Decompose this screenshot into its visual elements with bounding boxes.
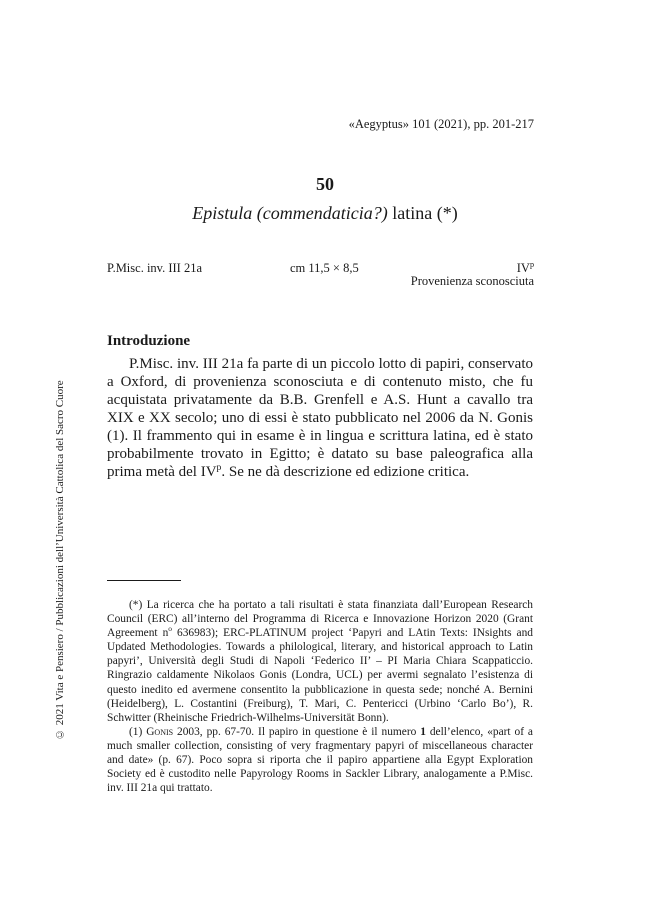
provenance: Provenienza sconosciuta: [410, 274, 534, 288]
copyright-notice: © 2021 Vita e Pensiero / Pubblicazioni dell’Università Cattolica del Sacro Cuore: [54, 380, 66, 740]
footnote-1: [107, 725, 533, 795]
footnote-1-text-b: dell’elenco, «part of a much smaller collection, consisting of very fragmentary papyri of miscellaneous character and date» (p. 67). Poco sopra si riporta che il papiro appartiene alla Egypt Exploration Society ed è custodito nelle Papyrology Rooms in Sackler Library, analogamente a P.Misc. inv. III 21a qui trattato.: [107, 725, 533, 795]
footnote-divider: [107, 580, 181, 581]
footnotes: [107, 598, 533, 795]
footnote-1-bold-number: 1: [420, 725, 426, 738]
title-italic: Epistula (commendaticia?): [192, 203, 388, 223]
article-number: 50: [316, 174, 334, 194]
intro-text-main: P.Misc. inv. III 21a fa parte di un piccolo lotto di papiri, conservato a Oxford, di provenienza sconosciuta e di contenuto misto, che fu acquistata privatamente da B.B. Grenfell e A.S. Hunt a cavallo tra XIX e XX secolo; uno di essi è stato pubblicato nel 2006 da N. Gonis (1). Il frammento qui in esame è in lingua e scrittura latina, ed è stato probabilmente trovato in Egitto; è datato su base paleografica alla prima metà del IV: [107, 356, 533, 480]
footnote-star-sup: o: [168, 624, 172, 634]
journal-reference: «Aegyptus» 101 (2021), pp. 201-217: [348, 117, 534, 131]
section-heading-introduction: Introduzione: [107, 333, 191, 349]
inventory-number: P.Misc. inv. III 21a: [107, 261, 203, 275]
intro-text-end: . Se ne dà descrizione ed edizione critica.: [221, 464, 470, 480]
footnote-star: [107, 598, 533, 725]
article-title: [0, 203, 650, 224]
intro-text-sup: p: [216, 462, 222, 473]
introduction-body: [107, 355, 533, 481]
title-rest: latina (*): [387, 203, 458, 223]
footnote-1-text-a: 2003, pp. 67-70. Il papiro in questione è il numero: [173, 725, 421, 738]
footnote-1-author: Gonis: [146, 725, 174, 738]
introduction-paragraph: [107, 355, 533, 481]
papyrus-dimensions: cm 11,5 × 8,5: [290, 261, 359, 275]
footnote-star-text-b: 636983); ERC-PLATINUM project ‘Papyri and LAtin Texts: INsights and Updated Methodologies. Towards a philological, literary, and historical approach to Latin papyri’, Università degli Studi di Napoli ‘Federico II’ – PI Maria Chiara Scappaticcio. Ringrazio caldamente Nikolaos Gonis (Londra, UCL) per avermi segnalato l’esistenza di questo inedito ed avermene consentito la pubblicazione in questa sede; nonché A. Bernini (Heidelberg), L. Costantini (Freiburg), T. Mari, C. Pentericci (Urbino ‘Carlo Bo’), R. Schwitter (Rheinische Friedrich-Wilhelms-Universität Bonn).: [107, 627, 533, 724]
dating-sup: p: [529, 259, 534, 269]
dating-century: IV: [516, 261, 530, 275]
footnote-star-text-a: (*) La ricerca che ha portato a tali risultati è stata finanziata dall’European Research Council (ERC) all’interno del Programma di Ricerca e Innovazione Horizon 2020 (Grant Agreement n: [107, 599, 533, 640]
footnote-1-marker: (1): [129, 725, 147, 738]
